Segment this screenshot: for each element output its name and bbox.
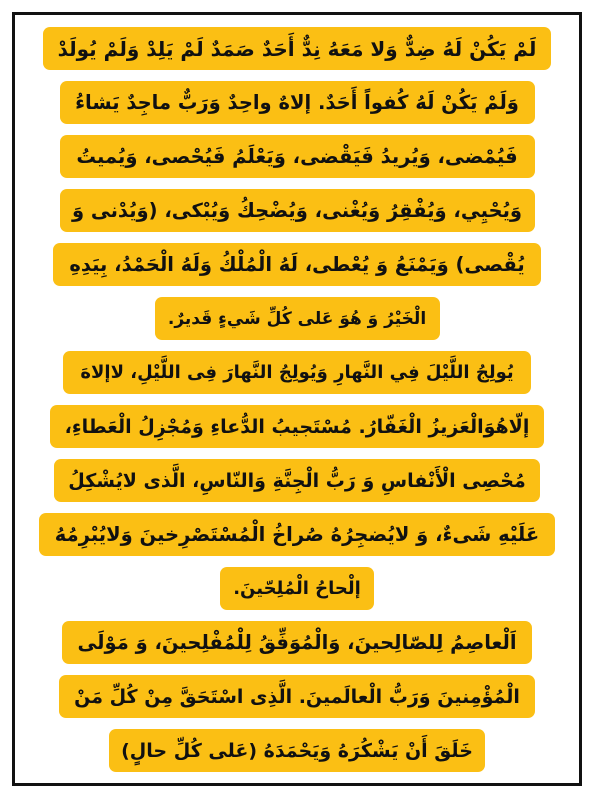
text-line-9: مُحْصِى الْأَنْفاسِ وَ رَبُّ الْجِنَّةِ وَالنّاسِ، الَّذى لايُشْكِلُ [54,459,540,502]
text-line-10: عَلَيْهِ شَىءٌ، وَ لايُضجِرُهُ صُراخُ الْمُسْتَصْرِخينَ وَلايُبْرِمُهُ [39,513,555,556]
text-line-7: يُولِجُ اللَّيْلَ فِي النَّهارِ وَيُولِجُ النَّهارَ فِى اللَّيْلِ، لاإلاهَ [63,351,531,394]
prayer-text-block [15,27,579,783]
text-line-5: يُقْصى) وَيَمْنَعُ وَ يُعْطى، لَهُ الْمُلْكُ وَلَهُ الْحَمْدُ، بِيَدِهِ [53,243,541,286]
text-line-6: الْخَيْرُ وَ هُوَ عَلى كُلِّ شَيءٍ قَديرٌ. [155,297,440,340]
text-line-2: وَلَمْ يَكُنْ لَهُ كُفواً أَحَدٌ. إلاهٌ واحِدٌ وَرَبٌّ ماجِدٌ يَشاءُ [60,81,535,124]
text-line-4: وَيُحْيِي، وَيُفْقِرُ وَيُغْنى، وَيُضْحِكُ وَيُبْكى، (وَيُدْنى وَ [60,189,535,232]
text-line-11: إلْحاحُ الْمُلِحّينَ. [220,567,374,610]
page-frame [12,12,582,786]
text-line-14: خَلَقَ أَنْ يَشْكُرَهُ وَيَحْمَدَهُ (عَلى كُلِّ حالٍ) [109,729,485,772]
text-line-1: لَمْ يَكُنْ لَهُ ضِدٌّ وَلا مَعَهُ نِدٌّ أَحَدٌ صَمَدٌ لَمْ يَلِدْ وَلَمْ يُولَدْ [43,27,551,70]
text-line-8: إلّاهُوَالْعَزيزُ الْغَفّارُ. مُسْتَجيبُ الدُّعاءِ وَمُجْزِلُ الْعَطاءِ، [50,405,544,448]
text-line-3: فَيُمْضى، وَيُريدُ فَيَقْضى، وَيَعْلَمُ فَيُحْصى، وَيُميتُ [60,135,535,178]
text-line-13: الْمُؤْمِنينَ وَرَبُّ الْعالَمينَ. الَّذِى اسْتَحَقَّ مِنْ كُلِّ مَنْ [59,675,535,718]
text-line-12: اَلْعاصِمُ لِلصّالِحينَ، وَالْمُوَفِّقُ لِلْمُفْلِحينَ، وَ مَوْلَى [62,621,532,664]
